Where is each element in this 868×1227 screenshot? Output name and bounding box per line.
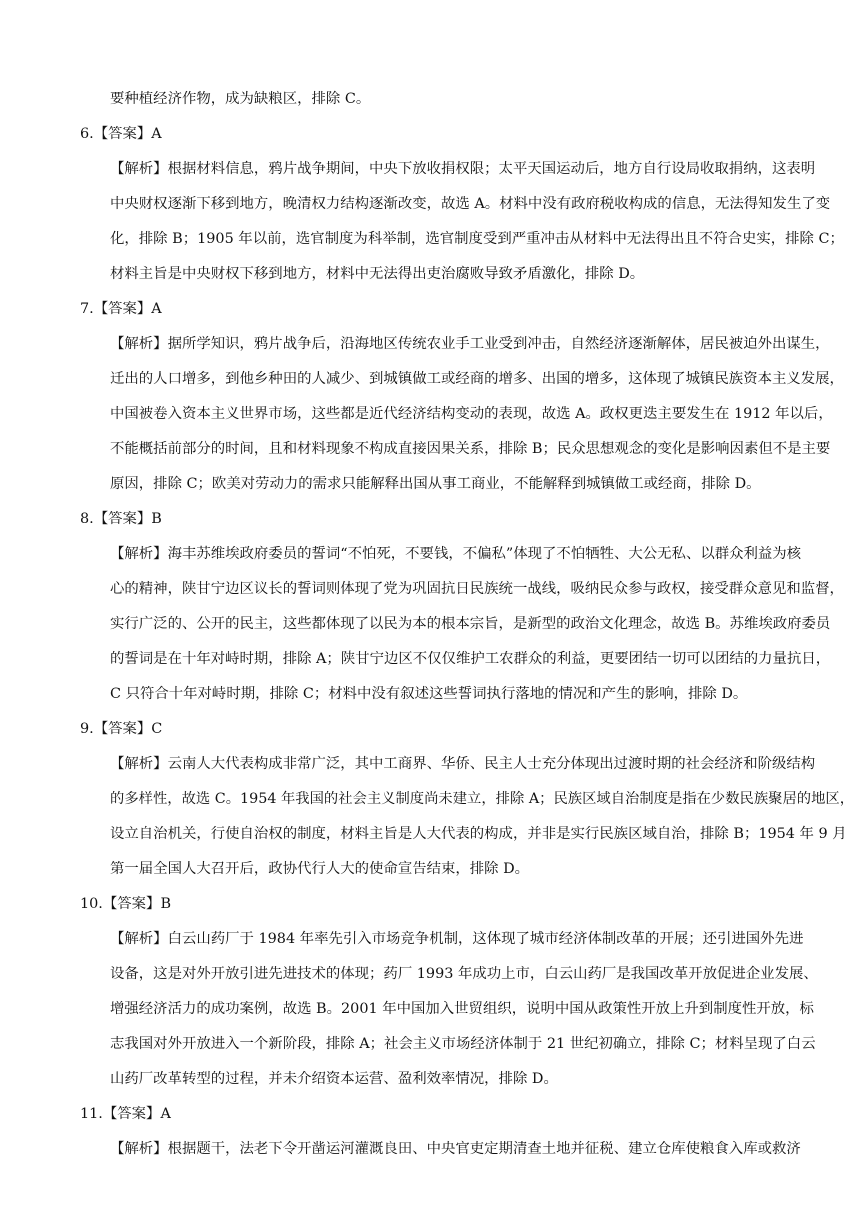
text-line: 增强经济活力的成功案例，故选 B。2001 年中国加入世贸组织，说明中国从政策性开放上升到制度性开放，标 [110,1001,814,1017]
text-line: 材料主旨是中央财权下移到地方，材料中无法得出吏治腐败导致矛盾激化，排除 D。 [110,266,645,282]
text-line: 中央财权逐渐下移到地方，晚清权力结构逐渐改变，故选 A。材料中没有政府税收构成的信息，无法得知发生了变 [110,196,831,212]
text-line: 心的精神，陕甘宁边区议长的誓词则体现了党为巩固抗日民族统一战线，吸纳民众参与政权，接受群众意见和监督， [110,581,844,597]
text-line: 第一届全国人大召开后，政协代行人大的使命宣告结束，排除 D。 [110,861,530,877]
text-line: 设备，这是对外开放引进先进技术的体现；药厂 1993 年成功上市，白云山药厂是我国改革开放促进企业发展、 [110,966,818,982]
text-line: 原因，排除 C；欧美对劳动力的需求只能解释出国从事工商业，不能解释到城镇做工或经商，排除 D。 [110,476,761,492]
text-line: 的誓词是在十年对峙时期，排除 A；陕甘宁边区不仅仅维护工农群众的利益，更要团结一切可以团结的力量抗日， [110,651,831,667]
answer-heading-7: 7.【答案】A [80,301,162,317]
text-line: 设立自治机关，行使自治权的制度，材料主旨是人大代表的构成，并非是实行民族区域自治，排除 B；1954 年 9 月 [110,826,847,842]
text-line: C 只符合十年对峙时期，排除 C；材料中没有叙述这些誓词执行落地的情况和产生的影响，排除 D。 [110,686,748,702]
answer-heading-8: 8.【答案】B [80,511,162,527]
text-line: 不能概括前部分的时间，且和材料现象不构成直接因果关系，排除 B；民众思想观念的变化是影响因素但不是主要 [110,441,831,457]
text-line: 要种植经济作物，成为缺粮区，排除 C。 [110,91,371,107]
text-line: 【解析】据所学知识，鸦片战争后，沿海地区传统农业手工业受到冲击，自然经济逐渐解体，居民被迫外出谋生， [110,336,830,352]
text-line: 实行广泛的、公开的民主，这些都体现了以民为本的根本宗旨，是新型的政治文化理念，故选 B。苏维埃政府委员 [110,616,831,632]
text-line: 的多样性，故选 C。1954 年我国的社会主义制度尚未建立，排除 A；民族区域自治制度是指在少数民族聚居的地区， [110,791,855,807]
answer-heading-6: 6.【答案】A [80,126,162,142]
text-line: 化，排除 B；1905 年以前，选官制度为科举制，选官制度受到严重冲击从材料中无法得出且不符合史实，排除 C； [110,231,844,247]
text-line: 【解析】云南人大代表构成非常广泛，其中工商界、华侨、民主人士充分体现出过渡时期的社会经济和阶级结构 [110,756,816,772]
answer-heading-9: 9.【答案】C [80,721,163,737]
text-line: 【解析】根据材料信息，鸦片战争期间，中央下放收捐权限；太平天国运动后，地方自行设局收取捐纳，这表明 [110,161,816,177]
answer-heading-10: 10.【答案】B [80,896,172,912]
text-line: 迁出的人口增多，到他乡种田的人减少、到城镇做工或经商的增多、出国的增多，这体现了城镇民族资本主义发展， [110,371,844,387]
text-line: 志我国对外开放进入一个新阶段，排除 A；社会主义市场经济体制于 21 世纪初确立，排除 C；材料呈现了白云 [110,1036,816,1052]
text-line: 【解析】白云山药厂于 1984 年率先引入市场竞争机制，这体现了城市经济体制改革的开展；还引进国外先进 [110,931,804,947]
text-line: 【解析】海丰苏维埃政府委员的誓词“不怕死，不要钱，不偏私”体现了不怕牺牲、大公无私、以群众利益为核 [110,546,802,562]
text-line: 山药厂改革转型的过程，并未介绍资本运营、盈利效率情况，排除 D。 [110,1071,558,1087]
answer-heading-11: 11.【答案】A [80,1106,171,1122]
text-line: 中国被卷入资本主义世界市场，这些都是近代经济结构变动的表现，故选 A。政权更迭主要发生在 1912 年以后， [110,406,833,422]
text-line: 【解析】根据题干，法老下令开凿运河灌溉良田、中央官吏定期清查土地并征税、建立仓库使粮食入库或救济 [110,1141,801,1157]
